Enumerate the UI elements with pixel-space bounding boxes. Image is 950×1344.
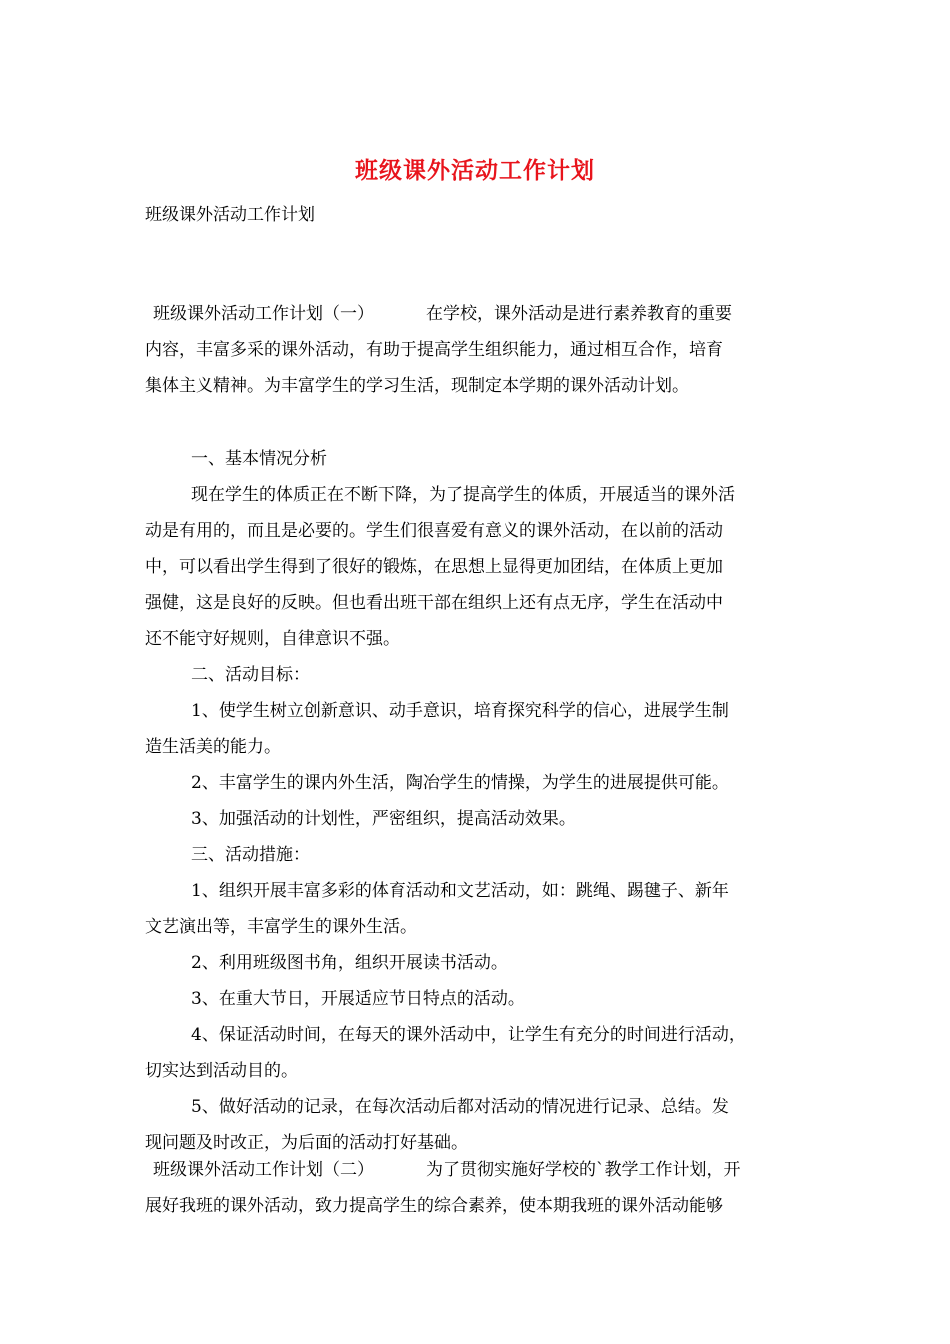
part-2-line: 展好我班的课外活动，致力提高学生的综合素养，使本期我班的课外活动能够: [145, 1196, 723, 1216]
section-1-line: 强健，这是良好的反映。但也看出班干部在组织上还有点无序，学生在活动中: [145, 593, 723, 613]
section-3-item: 1、组织开展丰富多彩的体育活动和文艺活动，如：跳绳、踢毽子、新年: [191, 881, 729, 901]
section-1-line: 还不能守好规则，自律意识不强。: [145, 629, 400, 649]
section-2-heading: 二、活动目标：: [191, 665, 310, 685]
section-3-item: 4、保证活动时间，在每天的课外活动中，让学生有充分的时间进行活动，: [191, 1025, 746, 1045]
section-1-line: 现在学生的体质正在不断下降，为了提高学生的体质，开展适当的课外活: [191, 485, 735, 505]
section-3-heading: 三、活动措施：: [191, 845, 310, 865]
section-2-item: 造生活美的能力。: [145, 737, 281, 757]
section-1-line: 动是有用的，而且是必要的。学生们很喜爱有意义的课外活动，在以前的活动: [145, 521, 723, 541]
section-1: [145, 441, 805, 1161]
section-1-line: 中，可以看出学生得到了很好的锻炼，在思想上显得更加团结，在体质上更加: [145, 557, 723, 577]
document-subtitle: 班级课外活动工作计划: [145, 205, 315, 225]
intro-line: 集体主义精神。为丰富学生的学习生活，现制定本学期的课外活动计划。: [145, 376, 689, 396]
section-3-item: 5、做好活动的记录，在每次活动后都对活动的情况进行记录、总结。发: [191, 1097, 729, 1117]
section-2-item: 2、丰富学生的课内外生活，陶冶学生的情操，为学生的进展提供可能。: [191, 773, 729, 793]
section-3-item: 2、利用班级图书角，组织开展读书活动。: [191, 953, 508, 973]
section-3-item: 现问题及时改正，为后面的活动打好基础。: [145, 1133, 468, 1153]
section-3-item: 切实达到活动目的。: [145, 1061, 298, 1081]
section-3-item: 文艺演出等，丰富学生的课外生活。: [145, 917, 417, 937]
section-2-item: 1、使学生树立创新意识、动手意识，培育探究科学的信心，进展学生制: [191, 701, 729, 721]
document-title: 班级课外活动工作计划: [355, 157, 595, 184]
section-3-item: 3、在重大节日，开展适应节日特点的活动。: [191, 989, 525, 1009]
intro-line: 班级课外活动工作计划（一） 在学校，课外活动是进行素养教育的重要: [153, 304, 732, 324]
intro-line: 内容，丰富多采的课外活动，有助于提高学生组织能力，通过相互合作，培育: [145, 340, 723, 360]
intro-heading: 班级课外活动工作计划（一）: [153, 304, 374, 324]
part-2-line: 班级课外活动工作计划（二） 为了贯彻实施好学校的`教学工作计划，开: [153, 1160, 741, 1180]
part-2-paragraph: [145, 1152, 805, 1224]
section-1-heading: 一、基本情况分析: [191, 449, 327, 469]
section-2-item: 3、加强活动的计划性，严密组织，提高活动效果。: [191, 809, 576, 829]
part-2-heading: 班级课外活动工作计划（二）: [153, 1160, 374, 1180]
intro-paragraph: [145, 296, 805, 404]
